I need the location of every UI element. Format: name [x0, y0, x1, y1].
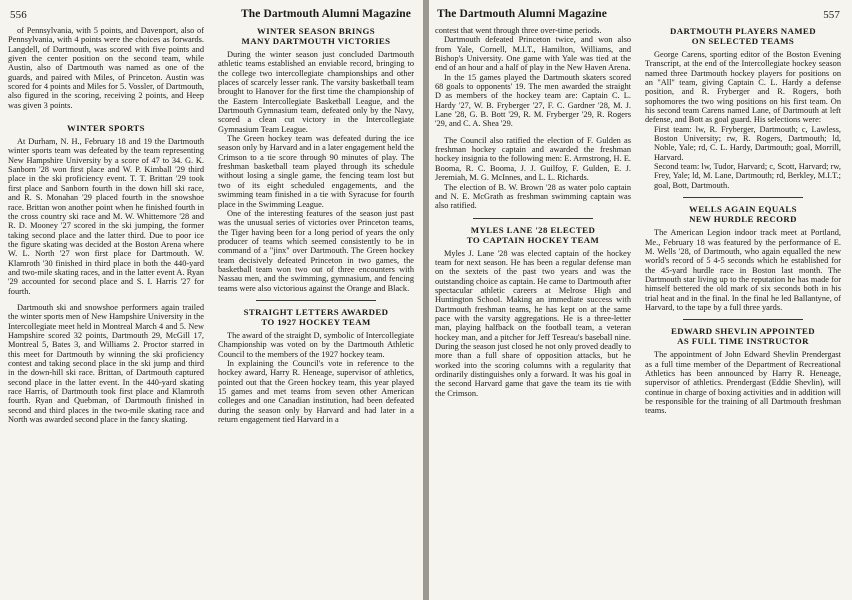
section-divider: [683, 319, 803, 320]
section-heading: EDWARD SHEVLIN APPOINTED AS FULL TIME INSTRUCTOR: [670, 326, 816, 347]
paragraph: The election of B. W. Brown '28 as water polo captain and N. E. McGrath as freshman swimming captain was also ratified.: [435, 182, 631, 211]
paragraph: Dartmouth defeated Princeton twice, and won also from Yale, Cornell, M.I.T., Hamilton, Williams, and Bishop's University. One game with Yale was tied at the end of an hour and a half of play in the New Haven Arena.: [435, 35, 631, 73]
paragraph: In explaining the Council's vote in reference to the hockey award, Harry R. Heneage, supervisor of athletics, pointed out that the Green hockey team, this year played 15 games and met teams from seven other American colleges and one Canadian institution, had been defeated during the season only by Harvard and had later in a return engagement tied Harvard in a: [218, 358, 414, 425]
right-columns: [435, 26, 844, 600]
paragraph: Dartmouth ski and snowshoe performers again trailed the winter sports men of New Hampshire University in the Intercollegiate meet held in Montreal March 4 and 5. New Hampshire scored 32 points, Dartmouth 29, McGill 17, Montreal 5, Bates 3, and Williams 2. Proctor starred in this meet for Dartmouth by winning the ski proficiency contest and taking second place in the ski jump and third in the down-hill ski race. Brittan, of Dartmouth captured second place in the latter event. In the 440-yard skating race Harris, of Dartmouth took first place and Klamroth fourth. Ryan and Quebman, of Dartmouth finished in second and third places in the two-mile skating race and North was awarded second place in the fancy skating.: [8, 302, 204, 425]
paragraph: In the 15 games played the Dartmouth skaters scored 68 goals to opponents' 19. The men awarded the straight D as members of the hockey team are: Captain C. L. Hardy '27, W. B. Fryberger '27, F. C. Gardner '28, M. J. Lane '28, G. B. Bott '29, R. M. Fryberger '29, R. Rogers '29, and C. A. Shea '29.: [435, 72, 631, 129]
paragraph: George Carens, sporting editor of the Boston Evening Transcript, at the end of the Intercollegiate hockey season named three Dartmouth hockey players for positions on an "All" team, giving Captain C. L. Hardy a defense position, and R. Fryberger and R. Rogers, both sophomores the two wing positions on his first team. On his second team Carens named Lane, of Dartmouth at left defense, and Bott as goal guard. His selections were:: [645, 50, 841, 125]
section-heading: WINTER SPORTS: [67, 123, 145, 134]
section-heading: STRAIGHT LETTERS AWARDED TO 1927 HOCKEY TEAM: [243, 306, 389, 327]
paragraph: During the winter season just concluded Dartmouth athletic teams established an enviable record, bringing to the college two intercollegiate championships and other places of scarcely lesser rank. The varsity basketball team brought to Hanover for the first time the championship of the Eastern Intercollegiate Basketball League, and the Dartmouth Gymnasium team, defeated only by the Navy, scored a clean cut victory in the Intercollegiate Gymnasium Team League.: [218, 50, 414, 134]
paragraph: contest that went through three over-time periods.: [435, 26, 602, 35]
paragraph: Second team: lw, Tudor, Harvard; c, Scott, Harvard; rw, Frey, Yale; ld, M. Lane, Dartmouth; rd, Berkley, M.I.T.; goal, Bott, Dartmouth.: [654, 162, 841, 190]
left-page-header: [8, 0, 417, 26]
right-column-1: [435, 26, 631, 398]
paragraph: The Council also ratified the election of F. Gulden as freshman hockey captain and awarded the freshman hockey insignia to the following men: E. Armstrong, H. E. Booma, R. C. Booma, J. J. Guilfoy, F. Gulden, E. J. Jeremiah, M. G. McInnes, and L. L. Richards.: [435, 135, 631, 183]
right-column-2: [645, 26, 841, 416]
page-number: 557: [823, 9, 840, 21]
section-heading: DARTMOUTH PLAYERS NAMED ON SELECTED TEAMS: [670, 26, 816, 46]
paragraph: At Durham, N. H., February 18 and 19 the Dartmouth winter sports team was defeated by the team representing New Hampshire University by a score of 47 to 34. G. K. Sanborn '28 won first place and W. P. Kimball '29 third place in the ski proficiency event. T. T. Brittan '29 took first place and Sanborn fourth in the down hill ski race, and R. S. Monahan '29 placed fourth in the snowshoe race. Brittan won another point when he finished fourth in the cross country ski race and M. W. Whittemore '28 and R. D. Mooney '27 scored in the ski jumping, the former taking second place and the latter third. Due to poor ice the figure skating was decided at the Boston Arena where W. L. North '27 won first place for Dartmouth. W. Klamroth '30 finished in third place in both the 440-yard and two-mile skating races, and in the latter event A. Ryan '29 accounted for second place and S. I. Harris '27 for fourth.: [8, 137, 204, 296]
paragraph: One of the interesting features of the season just past was the unusual series of victories over Princeton teams, the Tiger having been for a long period of years the only producer of teams which seemed consistently to be in command of a "jinx" over Dartmouth. The Green hockey team decisively defeated Princeton in two games, the basketball team won two out of three encounters with Nassau men, and the swimming, gymnasium, and fencing teams were also victorious against the Orange and Black.: [218, 208, 414, 293]
paragraph: The award of the straight D, symbolic of Intercollegiate Championship was voted on by the Dartmouth Athletic Council to the members of the 1927 hockey team.: [218, 330, 414, 359]
section-divider: [256, 300, 376, 301]
paragraph: The American Legion indoor track meet at Portland, Me., February 18 was featured by the performance of E. M. Wells '28, of Dartmouth, who again equalled the new world's record of 5 4-5 seconds which he established for the 45-yard hurdle race in Boston last month. The Dartmouth star living up to the reputation he has made for himself bettered the old mark of six seconds both in his trial heat and in the final. In the final he led Ballantyne, of Harvard, to the tape by a full three yards.: [645, 228, 841, 312]
page-number: 556: [10, 9, 27, 21]
right-page: [429, 0, 852, 600]
left-column-2: [218, 26, 414, 424]
running-header: The Dartmouth Alumni Magazine: [241, 8, 411, 20]
section-heading: WINTER SEASON BRINGS MANY DARTMOUTH VICTORIES: [241, 26, 391, 46]
right-page-header: [435, 0, 844, 26]
left-page: [0, 0, 423, 600]
section-divider: [473, 218, 593, 219]
left-column-1: [8, 26, 204, 424]
paragraph: Myles J. Lane '28 was elected captain of the hockey team for next season. He has been a regular defense man on the sextets of the past two years and was the outstanding choice as captain. He came to Dartmouth after spectacular athletic careers at Melrose High and Huntington School. Making an immediate success with Dartmouth freshman teams, he has kept on at the same pace with the varsity aggregations. He is a three-letter man, playing halfback on the football team, a veteran hockey man, and a pitcher for Jeff Tesreau's baseball nine. During the season just closed he not only proved deadly to more than a full share of opposition attacks, but he worked into the scoring columns with a regularity that ordinarily distinguishes only a forward. It was his goal in the second Harvard game that gave the team its tie with the Crimson.: [435, 248, 631, 398]
left-columns: [8, 26, 417, 600]
section-divider: [683, 197, 803, 198]
section-heading: WELLS AGAIN EQUALS NEW HURDLE RECORD: [689, 204, 797, 225]
paragraph: of Pennsylvania, with 5 points, and Davenport, also of Pennsylvania, with 4 points were the choices as forwards. Langdell, of Dartmouth, was scored with five points and given the center position on the second team, while Austin, also of Dartmouth was named as one of the guards, and paired with Miles, of Princeton. Austin was scored for 4 points and Miles for 5. Vossler, of Dartmouth, also figured in the scoring, receiving 2 points, and Heep was given 3 points.: [8, 26, 204, 110]
paragraph: First team: lw, R. Fryberger, Dartmouth; c, Lawless, Boston University; rw, R. Rogers, Dartmouth; ld, Noble, Yale; rd, C. L. Hardy, Dartmouth; goal, Morrill, Harvard.: [654, 124, 841, 162]
paragraph: The appointment of John Edward Shevlin Prendergast as a full time member of the Department of Recreational Athletics has been announced by Harry R. Heneage, supervisor of athletics. Prendergast (Eddie Shevlin), will continue in charge of boxing activities and in addition will be responsible for the training of all Dartmouth freshman teams.: [645, 350, 841, 416]
section-heading: MYLES LANE '28 ELECTED TO CAPTAIN HOCKEY TEAM: [466, 224, 600, 245]
running-header: The Dartmouth Alumni Magazine: [437, 8, 607, 20]
paragraph: The Green hockey team was defeated during the ice season only by Harvard and in a later engagement held the Crimson to a tie score through 90 minutes of play. The freshman basketball team played through its schedule without losing a single game, the fencing team lost but two of its eight scheduled engagements, and the swimming team finished in a tie with Syracuse for fourth place in the Swimming League.: [218, 134, 414, 209]
